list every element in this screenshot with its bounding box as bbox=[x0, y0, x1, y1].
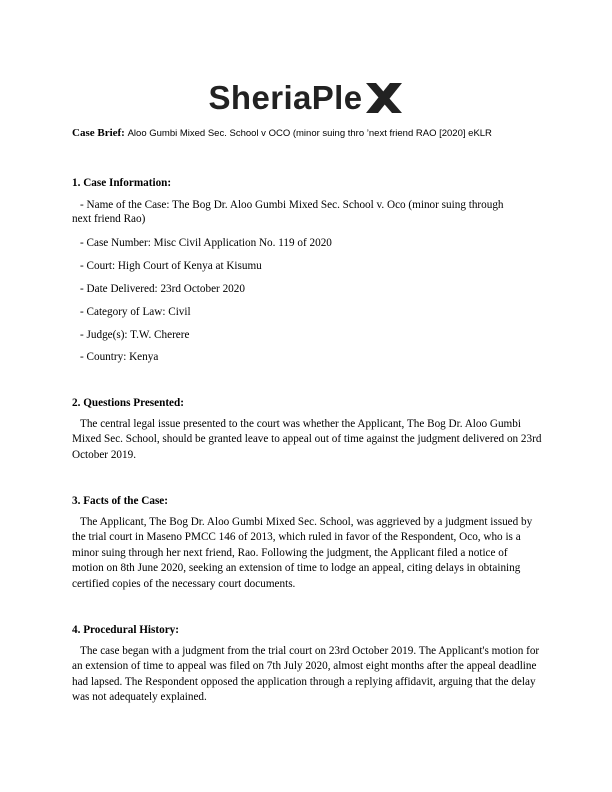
section-heading-case-info: 1. Case Information: bbox=[72, 177, 172, 189]
questions-paragraph bbox=[72, 417, 542, 463]
case-brief-title: Aloo Gumbi Mixed Sec. School v OCO (minor suing thro ’next friend RAO [2020] eKLR bbox=[127, 128, 492, 139]
questions-text: The central legal issue presented to the court was whether the Applicant, The Bog Dr. Aloo Gumbi Mixed Sec. School, should be granted leave to appeal out of time against the judgment delivered on 23rd October 2019. bbox=[72, 418, 542, 461]
case-info-item: - Court: High Court of Kenya at Kisumu bbox=[80, 260, 262, 272]
case-info-item: - Case Number: Misc Civil Application No. 119 of 2020 bbox=[80, 237, 332, 249]
case-brief-label: Case Brief: bbox=[72, 127, 125, 139]
section-heading-history: 4. Procedural History: bbox=[72, 624, 179, 636]
section-heading-questions: 2. Questions Presented: bbox=[72, 397, 184, 409]
facts-paragraph bbox=[72, 515, 542, 592]
case-info-item: - Category of Law: Civil bbox=[80, 306, 191, 318]
logo-x-mark bbox=[364, 81, 404, 115]
history-text: The case began with a judgment from the trial court on 23rd October 2019. The Applicant's motion for an extension of time to appeal was filed on 7th July 2020, almost eight months after the appeal deadline had lapsed. The Respondent opposed the application through a replying affidavit, arguing that the delay was not adequately explained. bbox=[72, 645, 540, 704]
case-info-item: - Judge(s): T.W. Cherere bbox=[80, 329, 190, 341]
case-info-item: - Name of the Case: The Bog Dr. Aloo Gumbi Mixed Sec. School v. Oco (minor suing through bbox=[80, 199, 504, 211]
logo bbox=[0, 76, 612, 120]
case-brief-line bbox=[72, 127, 492, 139]
case-info-item: - Country: Kenya bbox=[80, 351, 159, 363]
case-info-item: next friend Rao) bbox=[72, 213, 146, 225]
logo-text: SheriaPle bbox=[208, 79, 363, 116]
case-info-item: - Date Delivered: 23rd October 2020 bbox=[80, 283, 245, 295]
history-paragraph bbox=[72, 644, 542, 706]
facts-text: The Applicant, The Bog Dr. Aloo Gumbi Mixed Sec. School, was aggrieved by a judgment issued by the trial court in Maseno PMCC 146 of 2013, which ruled in favor of the Respondent, Oco, who is a minor suing through her next friend, Rao. Following the judgment, the Applicant filed a notice of motion on 8th June 2020, seeking an extension of time to lodge an appeal, citing delays in obtaining certified copies of the necessary court documents. bbox=[72, 516, 533, 590]
section-heading-facts: 3. Facts of the Case: bbox=[72, 495, 169, 507]
